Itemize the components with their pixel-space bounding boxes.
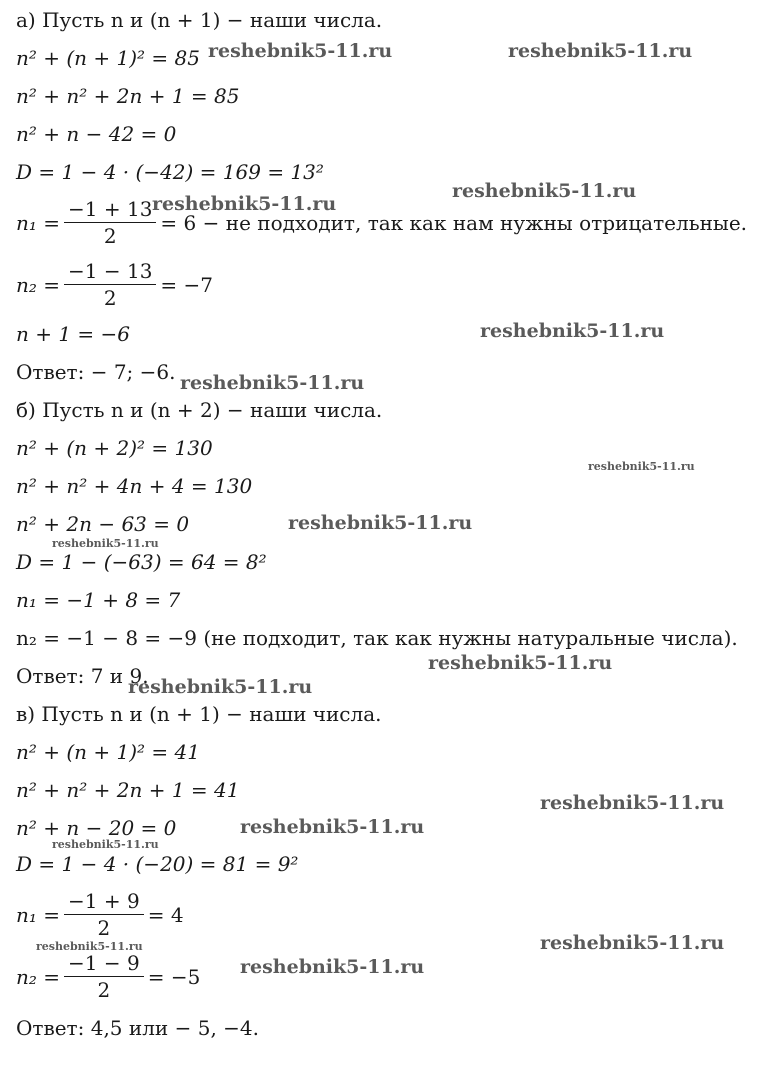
fraction-numerator: −1 − 13 bbox=[64, 258, 156, 285]
part-a-answer: Ответ: − 7; −6. bbox=[16, 360, 176, 384]
fraction-denominator: 2 bbox=[97, 916, 111, 940]
root-1-label: n₁ = bbox=[16, 210, 61, 235]
part-c-root-1 bbox=[16, 888, 184, 941]
fraction-numerator: −1 − 9 bbox=[64, 950, 144, 977]
part-c-answer: Ответ: 4,5 или − 5, −4. bbox=[16, 1016, 259, 1040]
watermark: reshebnik5-11.ru bbox=[428, 652, 613, 674]
part-b-intro: б) Пусть n и (n + 2) − наши числа. bbox=[16, 398, 383, 422]
watermark: reshebnik5-11.ru bbox=[152, 193, 337, 215]
watermark: reshebnik5-11.ru bbox=[480, 320, 665, 342]
part-c-discriminant: D = 1 − 4 · (−20) = 81 = 9² bbox=[16, 852, 299, 876]
root-1-label: n₁ = bbox=[16, 902, 61, 927]
watermark: reshebnik5-11.ru bbox=[128, 676, 313, 698]
watermark: reshebnik5-11.ru bbox=[540, 932, 725, 954]
part-b-root-2: n₂ = −1 − 8 = −9 (не подходит, так как нужны натуральные числа). bbox=[16, 626, 738, 650]
root-2-label: n₂ = bbox=[16, 272, 61, 297]
watermark: reshebnik5-11.ru bbox=[208, 40, 393, 62]
part-a-intro: а) Пусть n и (n + 1) − наши числа. bbox=[16, 8, 383, 32]
part-a-equation-2: n² + n² + 2n + 1 = 85 bbox=[16, 84, 240, 108]
part-b-equation-3: n² + 2n − 63 = 0 bbox=[16, 512, 190, 536]
part-b-answer: Ответ: 7 и 9. bbox=[16, 664, 149, 688]
root-2-label: n₂ = bbox=[16, 964, 61, 989]
root-2-result: = −5 bbox=[147, 964, 201, 989]
fraction-numerator: −1 + 9 bbox=[64, 888, 144, 915]
watermark: reshebnik5-11.ru bbox=[180, 372, 365, 394]
fraction-denominator: 2 bbox=[97, 978, 111, 1002]
watermark: reshebnik5-11.ru bbox=[240, 816, 425, 838]
watermark: reshebnik5-11.ru bbox=[508, 40, 693, 62]
part-b-root-1: n₁ = −1 + 8 = 7 bbox=[16, 588, 181, 612]
root-2-fraction bbox=[64, 950, 144, 1003]
part-a-equation-1: n² + (n + 1)² = 85 bbox=[16, 46, 200, 70]
fraction-denominator: 2 bbox=[103, 286, 117, 310]
watermark: reshebnik5-11.ru bbox=[588, 460, 695, 473]
root-1-fraction bbox=[64, 888, 144, 941]
root-1-fraction bbox=[64, 196, 156, 249]
part-b-discriminant: D = 1 − (−63) = 64 = 8² bbox=[16, 550, 267, 574]
fraction-numerator: −1 + 13 bbox=[64, 196, 156, 223]
watermark: reshebnik5-11.ru bbox=[540, 792, 725, 814]
part-a-root-1 bbox=[16, 196, 747, 249]
part-a-equation-3: n² + n − 42 = 0 bbox=[16, 122, 177, 146]
watermark: reshebnik5-11.ru bbox=[52, 838, 159, 851]
part-a-next-number: n + 1 = −6 bbox=[16, 322, 131, 346]
part-c-equation-3: n² + n − 20 = 0 bbox=[16, 816, 177, 840]
part-c-root-2 bbox=[16, 950, 200, 1003]
watermark: reshebnik5-11.ru bbox=[288, 512, 473, 534]
root-2-fraction bbox=[64, 258, 156, 311]
watermark: reshebnik5-11.ru bbox=[452, 180, 637, 202]
watermark: reshebnik5-11.ru bbox=[52, 537, 159, 550]
fraction-denominator: 2 bbox=[103, 224, 117, 248]
watermark: reshebnik5-11.ru bbox=[36, 940, 143, 953]
part-c-intro: в) Пусть n и (n + 1) − наши числа. bbox=[16, 702, 382, 726]
part-a-root-2 bbox=[16, 258, 213, 311]
root-1-result: = 4 bbox=[147, 902, 184, 927]
root-2-result: = −7 bbox=[160, 272, 214, 297]
part-a-discriminant: D = 1 − 4 · (−42) = 169 = 13² bbox=[16, 160, 324, 184]
part-b-equation-1: n² + (n + 2)² = 130 bbox=[16, 436, 213, 460]
part-c-equation-1: n² + (n + 1)² = 41 bbox=[16, 740, 200, 764]
root-1-result: = 6 − не подходит, так как нам нужны отрицательные. bbox=[160, 210, 748, 235]
part-c-equation-2: n² + n² + 2n + 1 = 41 bbox=[16, 778, 240, 802]
part-b-equation-2: n² + n² + 4n + 4 = 130 bbox=[16, 474, 253, 498]
watermark: reshebnik5-11.ru bbox=[240, 956, 425, 978]
